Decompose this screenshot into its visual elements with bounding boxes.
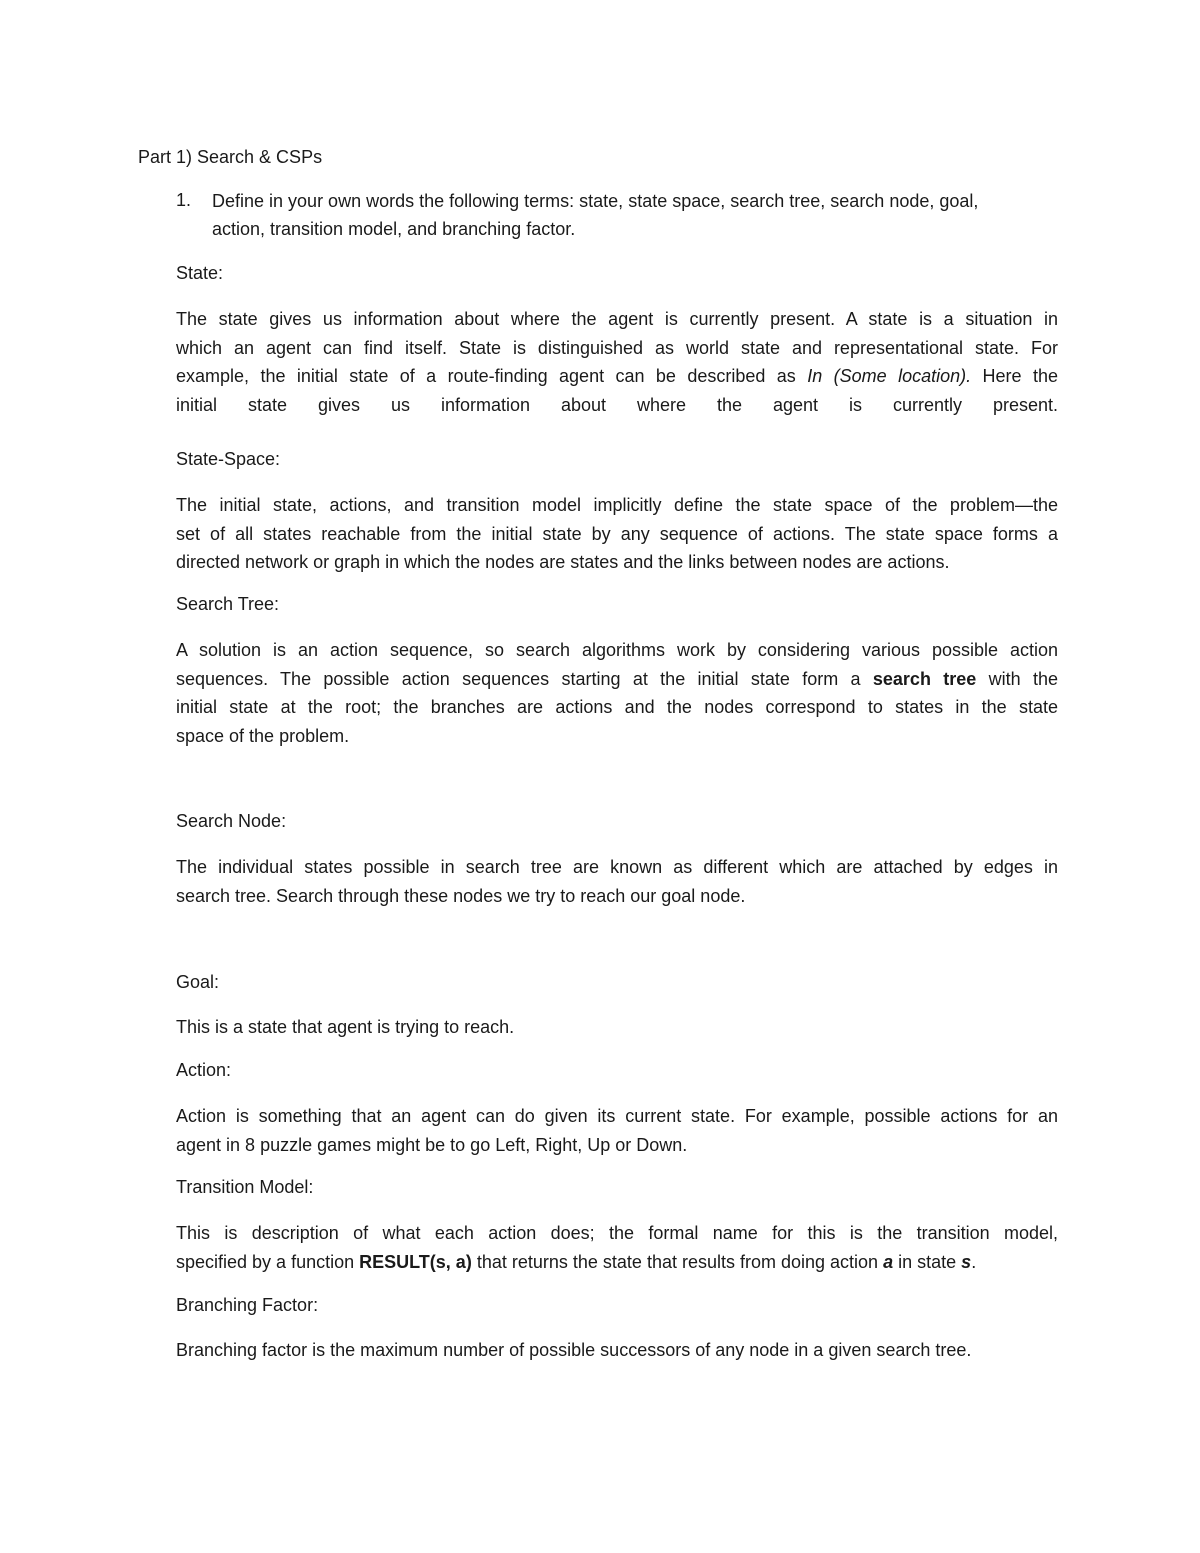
search-node-label: Search Node: bbox=[176, 811, 287, 831]
action-variable: a bbox=[883, 1251, 894, 1272]
search-tree-paragraph bbox=[176, 636, 1058, 751]
search-node-line-1: The individual states possible in search tree are known as different which are attached by edges in bbox=[176, 857, 1058, 877]
transition-model-line-2-end: . bbox=[971, 1251, 977, 1272]
action-label: Action: bbox=[176, 1060, 232, 1080]
transition-model-label: Transition Model: bbox=[176, 1177, 314, 1197]
transition-model-line-2 bbox=[176, 1248, 1058, 1277]
search-tree-line-3: initial state at the root; the branches are actions and the nodes correspond to states in the state bbox=[176, 697, 1058, 718]
search-tree-label: Search Tree: bbox=[176, 594, 280, 614]
page-heading: Part 1) Search & CSPs bbox=[138, 147, 323, 167]
branching-factor-line-1: Branching factor is the maximum number of possible successors of any node in a given search tree. bbox=[176, 1340, 972, 1360]
transition-model-line-2-mid2: in state bbox=[898, 1251, 957, 1272]
search-tree-bold-term: search tree bbox=[872, 668, 977, 689]
state-space-line-3: directed network or graph in which the nodes are states and the links between nodes are actions. bbox=[176, 552, 950, 573]
state-space-line-1: The initial state, actions, and transition model implicitly define the state space of the problem—the bbox=[176, 495, 1058, 515]
search-tree-line-4: space of the problem. bbox=[176, 726, 350, 747]
question-number: 1. bbox=[176, 190, 192, 210]
search-tree-line-2 bbox=[176, 665, 1058, 694]
state-label: State: bbox=[176, 263, 224, 283]
action-line-1: Action is something that an agent can do given its current state. For example, possible actions for an bbox=[176, 1106, 1058, 1126]
search-tree-line-1: A solution is an action sequence, so search algorithms work by considering various possible action bbox=[176, 640, 1058, 660]
goal-line-1: This is a state that agent is trying to reach. bbox=[176, 1017, 515, 1037]
state-line-2: which an agent can find itself. State is distinguished as world state and representational state. For bbox=[176, 337, 1058, 358]
result-function: RESULT(s, a) bbox=[359, 1251, 472, 1272]
state-variable: s bbox=[961, 1251, 972, 1272]
state-line-3-text: example, the initial state of a route-finding agent can be described as bbox=[176, 366, 796, 387]
question-line-2: action, transition model, and branching factor. bbox=[212, 219, 576, 239]
search-node-line-2: search tree. Search through these nodes we try to reach our goal node. bbox=[176, 885, 746, 906]
state-space-paragraph bbox=[176, 491, 1058, 577]
branching-factor-paragraph bbox=[176, 1336, 1058, 1365]
state-line-3-end: Here the bbox=[982, 366, 1058, 387]
search-node-paragraph bbox=[176, 853, 1058, 910]
state-example-italic: In (Some location). bbox=[807, 366, 972, 387]
state-line-3 bbox=[176, 362, 1058, 391]
search-tree-line-2-end: with the bbox=[988, 668, 1058, 689]
transition-model-line-1: This is description of what each action does; the formal name for this is the transition model, bbox=[176, 1223, 1058, 1243]
question-line-1: Define in your own words the following terms: state, state space, search tree, search node, goal, bbox=[212, 191, 979, 211]
search-tree-line-2-text: sequences. The possible action sequences starting at the initial state form a bbox=[176, 668, 861, 689]
state-paragraph bbox=[176, 305, 1058, 420]
action-paragraph bbox=[176, 1102, 1058, 1159]
state-line-4: initial state gives us information about where the agent is currently present. bbox=[176, 395, 1058, 416]
state-line-1: The state gives us information about where the agent is currently present. A state is a situation in bbox=[176, 309, 1058, 329]
goal-paragraph bbox=[176, 1013, 1058, 1042]
transition-model-line-2-text: specified by a function bbox=[176, 1251, 355, 1272]
state-space-line-2: set of all states reachable from the initial state by any sequence of actions. The state space forms a bbox=[176, 523, 1058, 544]
transition-model-paragraph bbox=[176, 1219, 1058, 1276]
transition-model-line-2-mid: that returns the state that results from doing action bbox=[476, 1251, 879, 1272]
branching-factor-label: Branching Factor: bbox=[176, 1295, 319, 1315]
state-space-label: State-Space: bbox=[176, 449, 281, 469]
action-line-2: agent in 8 puzzle games might be to go Left, Right, Up or Down. bbox=[176, 1134, 688, 1155]
goal-label: Goal: bbox=[176, 972, 220, 992]
